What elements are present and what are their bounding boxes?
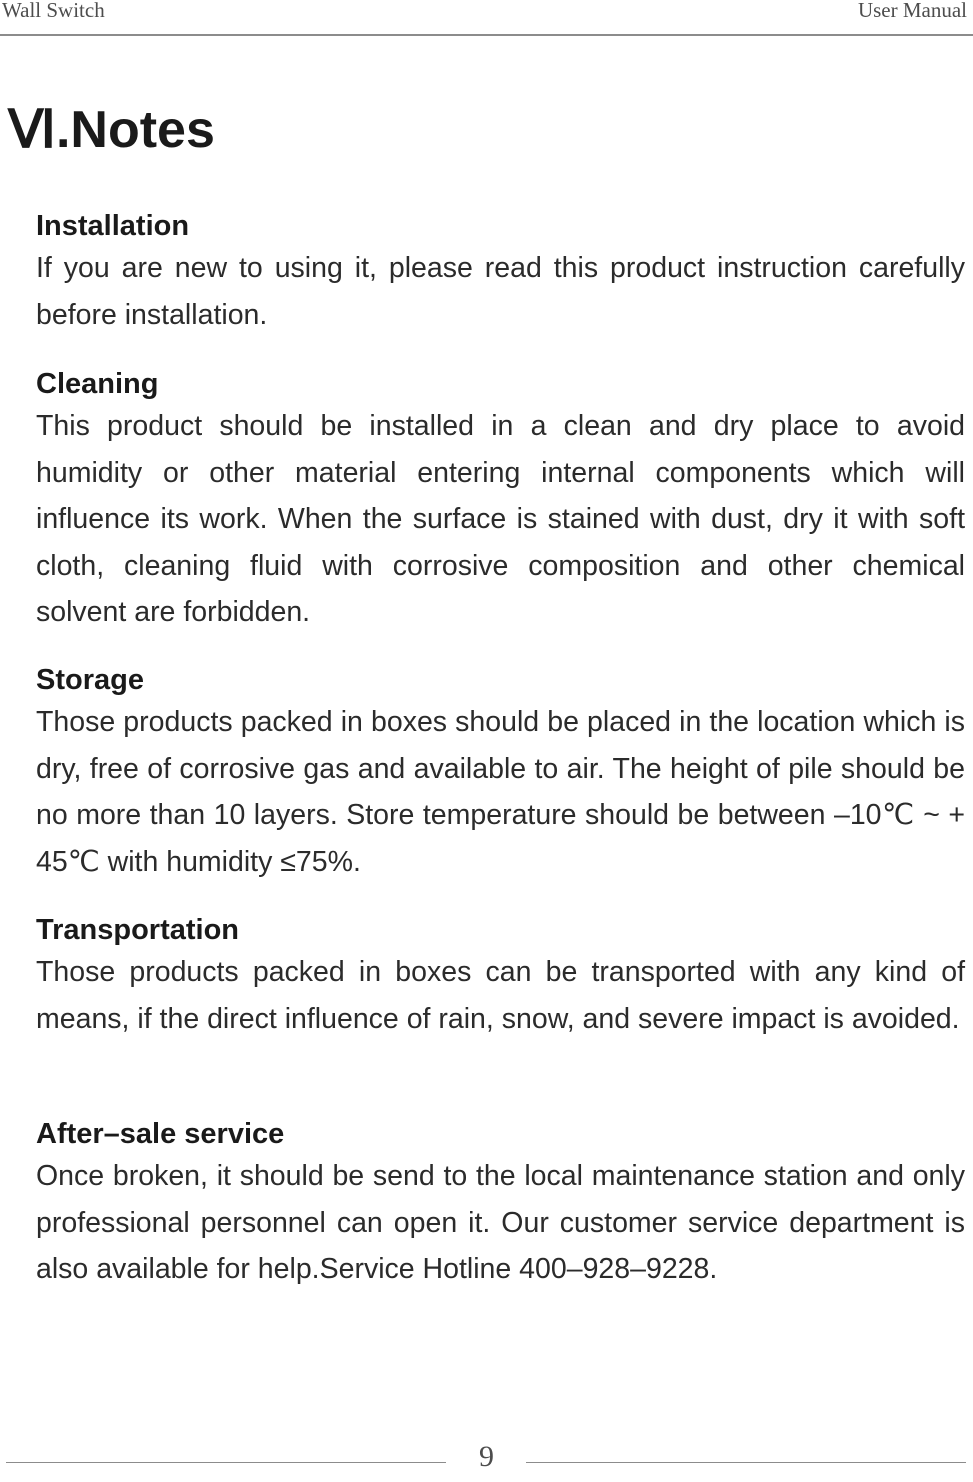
section-heading-storage: Storage — [36, 664, 144, 696]
section-body-transportation: Those products packed in boxes can be transported with any kind of means, if the direct influence of rain, snow, and severe impact is avoided. — [36, 956, 965, 1035]
section-body-after-sale: Once broken, it should be send to the local maintenance station and only professional personnel can open it. Our customer service department is also available for help.Service Hotline 400–928–9228. — [36, 1160, 965, 1285]
page-footer — [0, 1440, 973, 1482]
section-transportation — [36, 911, 965, 1042]
header-doc-type: User Manual — [857, 0, 967, 22]
section-heading-after-sale: After–sale service — [36, 1118, 285, 1150]
section-heading-transportation: Transportation — [36, 914, 240, 946]
section-body-storage: Those products packed in boxes should be placed in the location which is dry, free of corrosive gas and available to air. The height of pile should be no more than 10 layers. Store temperature should be between –10℃ ~ + 45℃ with humidity ≤75%. — [36, 706, 965, 878]
section-heading-installation: Installation — [36, 210, 190, 242]
section-after-sale — [36, 1115, 965, 1293]
section-storage — [36, 661, 965, 885]
section-installation — [36, 207, 965, 338]
section-heading-cleaning: Cleaning — [36, 368, 159, 400]
header-product-name: Wall Switch — [2, 0, 105, 22]
page-title: Ⅵ.Notes — [8, 101, 215, 159]
page-number: 9 — [479, 1440, 494, 1473]
section-body-installation: If you are new to using it, please read this product instruction carefully before installation. — [36, 252, 965, 331]
footer-divider-right — [526, 1462, 966, 1463]
section-cleaning — [36, 365, 965, 636]
page-header — [0, 0, 973, 36]
section-body-cleaning: This product should be installed in a clean and dry place to avoid humidity or other material entering internal components which will influence its work. When the surface is stained with dust, dry it with soft cloth, cleaning fluid with corrosive composition and other chemical solvent are forbidden. — [36, 410, 965, 628]
